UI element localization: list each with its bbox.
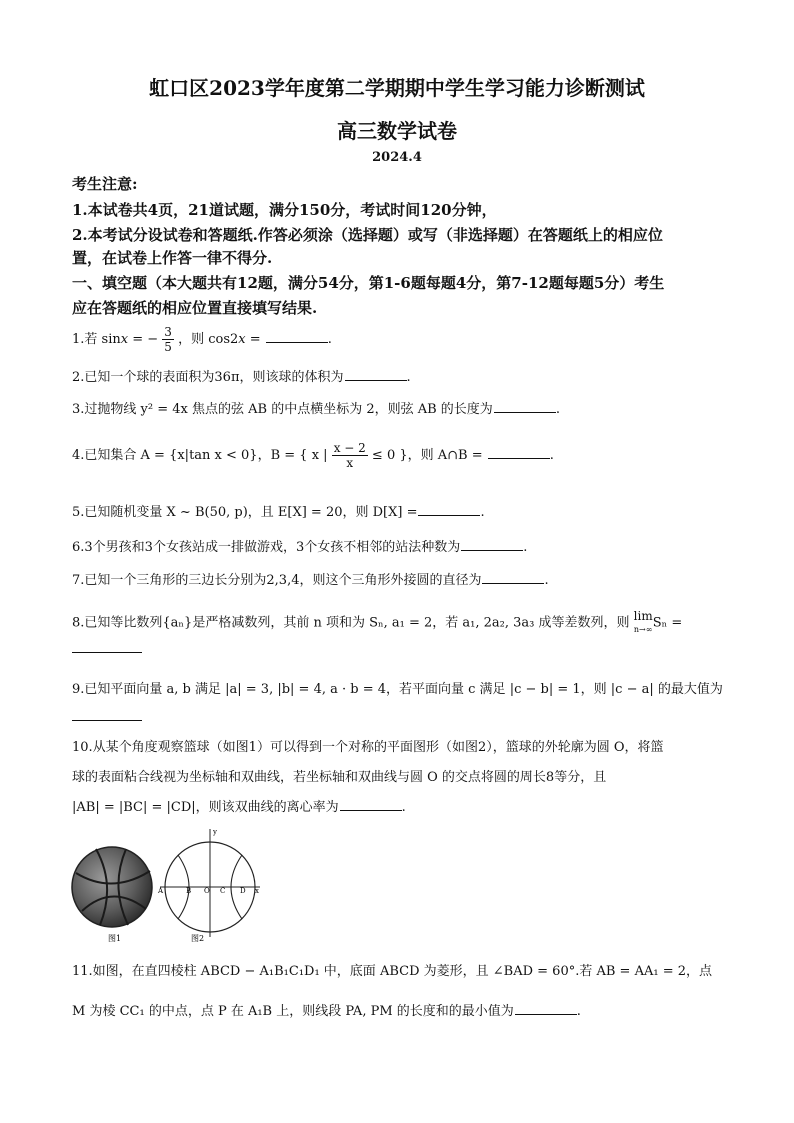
question-10-line-3: |AB| = |BC| = |CD|，则该双曲线的离心率为 . (72, 800, 406, 815)
point-b-label: B (186, 887, 192, 895)
question-10-line-2: 球的表面粘合线视为坐标轴和双曲线，若坐标轴和双曲线与圆 O 的交点将圆的周长8等分，且 (72, 770, 607, 785)
axis-y-label: y (213, 828, 217, 836)
notice-line-2b: 置，在试卷上作答一律不得分. (72, 249, 273, 267)
section-1-line-2: 应在答题纸的相应位置直接填写结果. (72, 299, 318, 317)
q8-lim: lim (633, 609, 653, 623)
answer-blank-3[interactable] (494, 400, 556, 413)
question-10-line-1: 10.从某个角度观察篮球（如图1）可以得到一个对称的平面图形（如图2），篮球的外轮廓为圆 O，将篮 (72, 740, 664, 755)
figure-2-caption: 图2 (191, 934, 205, 943)
answer-blank-4[interactable] (488, 446, 550, 459)
question-2: 2.已知一个球的表面积为36π，则该球的体积为 . (72, 370, 411, 385)
basketball-diagram (160, 829, 260, 937)
q8-lim-sub: n→∞ (633, 625, 653, 634)
question-1: 1.若 sinx = − $\frac{3}{5}$ ，则 cos2x = . (72, 325, 332, 354)
q4-numerator: x − 2 (333, 441, 366, 455)
question-11-line-2: M 为棱 CC₁ 的中点，点 P 在 A₁B 上，则线段 PA, PM 的长度和的最小值为 . (72, 1004, 581, 1019)
point-a-label: A (158, 887, 164, 895)
question-8: 8.已知等比数列{aₙ}是严格减数列，其前 n 项和为 Sₙ, a₁ = 2，若 a₁, 2a₂, 3a₃ 成等差数列，则 lim n→∞ Sₙ = (72, 609, 682, 637)
notice-heading: 考生注意: (72, 175, 138, 193)
figure-1-caption: 图1 (108, 934, 122, 943)
q1-numerator: 3 (164, 325, 172, 339)
point-c-label: C (220, 887, 226, 895)
notice-line-2a: 2.本考试分设试卷和答题纸.作答必须涂（选择题）或写（非选择题）在答题纸上的相应位 (72, 226, 663, 244)
question-7: 7.已知一个三角形的三边长分别为2,3,4，则这个三角形外接圆的直径为 . (72, 573, 549, 588)
axis-x-label: x (255, 887, 259, 895)
q1-denominator: 5 (164, 340, 172, 354)
answer-blank-11[interactable] (515, 1002, 577, 1015)
answer-blank-6[interactable] (461, 538, 523, 551)
exam-title: 虹口区2023学年度第二学期期中学生学习能力诊断测试 (149, 76, 645, 100)
point-d-label: D (240, 887, 246, 895)
answer-blank-10[interactable] (340, 798, 402, 811)
exam-subtitle: 高三数学试卷 (337, 119, 457, 143)
question-4: 4.已知集合 A = {x|tan x < 0}，B = { x | $\frac{x - 2}{x}$ ≤ 0 }，则 A∩B = . (72, 441, 554, 470)
point-o-label: O (204, 887, 210, 895)
q4-denominator: x (346, 456, 354, 470)
answer-blank-5[interactable] (418, 503, 480, 516)
section-1-line-1: 一、填空题（本大题共有12题，满分54分，第1-6题每题4分，第7-12题每题5分）考生 (72, 274, 665, 292)
exam-date: 2024.4 (372, 150, 422, 165)
question-3: 3.过抛物线 y² = 4x 焦点的弦 AB 的中点横坐标为 2，则弦 AB 的长度为 . (72, 402, 560, 417)
basketball-photo (72, 847, 152, 927)
answer-blank-8[interactable] (72, 652, 142, 653)
question-9: 9.已知平面向量 a, b 满足 |a| = 3, |b| = 4, a · b = 4，若平面向量 c 满足 |c − b| = 1，则 |c − a| 的最大值为 (72, 682, 723, 697)
answer-blank-2[interactable] (345, 368, 407, 381)
answer-blank-7[interactable] (482, 571, 544, 584)
basketball-figures (70, 825, 270, 947)
question-11-line-1: 11.如图，在直四棱柱 ABCD − A₁B₁C₁D₁ 中，底面 ABCD 为菱形，且 ∠BAD = 60°.若 AB = AA₁ = 2，点 (72, 964, 712, 979)
answer-blank-1[interactable] (266, 330, 328, 343)
question-6: 6.3个男孩和3个女孩站成一排做游戏，3个女孩不相邻的站法种数为 . (72, 540, 528, 555)
answer-blank-9[interactable] (72, 720, 142, 721)
question-5: 5.已知随机变量 X ~ B(50, p)，且 E[X] = 20，则 D[X] = . (72, 505, 485, 520)
notice-line-1: 1.本试卷共4页，21道试题，满分150分，考试时间120分钟， (72, 201, 497, 219)
